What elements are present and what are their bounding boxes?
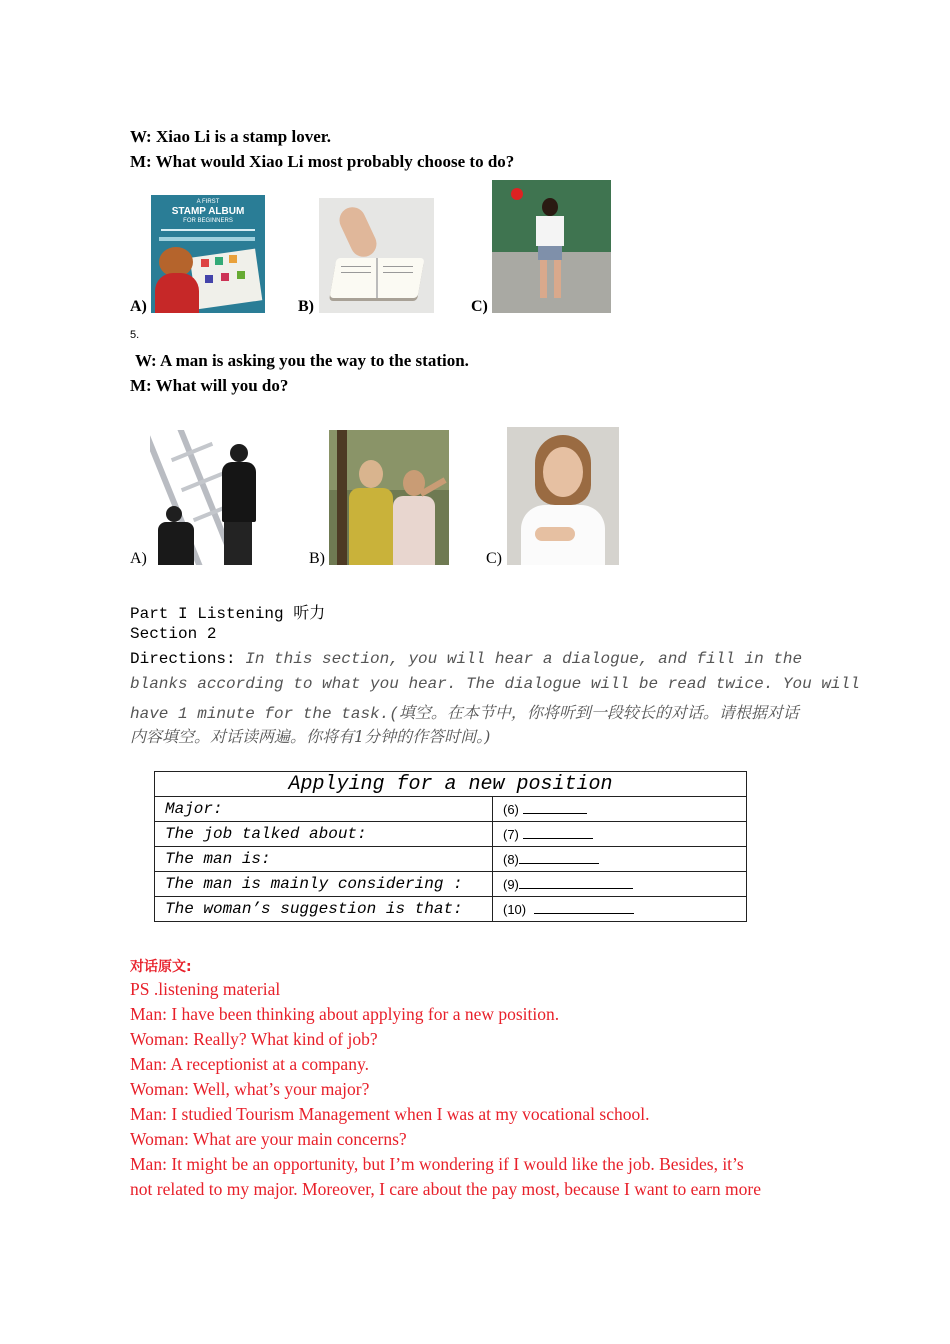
q5-woman-line: W: A man is asking you the way to the station. — [135, 351, 469, 370]
table-title-row — [155, 772, 747, 797]
q4-man-line: M: What would Xiao Li most probably choose to do? — [130, 152, 515, 171]
ladder-image — [150, 430, 271, 565]
transcript-heading: 对话原文: — [130, 959, 192, 975]
blank-number: (10) — [503, 902, 527, 917]
answer-cell[interactable] — [493, 897, 747, 922]
q4-option-b-label: B) — [298, 298, 314, 315]
row-label: The job talked about: — [155, 822, 493, 847]
table-row — [155, 872, 747, 897]
row-label: The man is: — [155, 847, 493, 872]
row-label: Major: — [155, 797, 493, 822]
woman-handshake-image — [507, 427, 619, 565]
answer-cell[interactable] — [493, 797, 747, 822]
answer-cell[interactable] — [493, 847, 747, 872]
album-cover-line3: FOR BEGINNERS — [183, 218, 233, 224]
girl-running-image — [492, 180, 611, 313]
transcript-line: Man: I studied Tourism Management when I was at my vocational school. — [130, 1104, 650, 1124]
blank-number: (6) — [503, 802, 519, 817]
fill-in-table — [154, 771, 747, 922]
table-row — [155, 897, 747, 922]
blank-number: (8) — [503, 852, 519, 867]
blank-number: (7) — [503, 827, 519, 842]
table-row — [155, 822, 747, 847]
table-row — [155, 847, 747, 872]
q5-option-c-label: C) — [486, 550, 502, 567]
transcript-line: Woman: Well, what’s your major? — [130, 1079, 370, 1099]
q5-man-line: M: What will you do? — [130, 376, 289, 395]
directions-label: Directions: — [130, 650, 236, 668]
answer-blank[interactable] — [523, 801, 587, 814]
transcript-line: Man: A receptionist at a company. — [130, 1054, 369, 1074]
directions-line-3: have 1 minute for the task.(填空。在本节中，你将听到一段较长的对话。请根据对话 — [130, 705, 799, 723]
transcript-line: Woman: Really? What kind of job? — [130, 1029, 378, 1049]
answer-blank[interactable] — [523, 826, 593, 839]
transcript-line: Woman: What are your main concerns? — [130, 1129, 407, 1149]
q4-option-c-label: C) — [471, 298, 488, 315]
answer-cell[interactable] — [493, 822, 747, 847]
album-cover-line1: A FIRST — [196, 199, 220, 205]
album-cover-line2: STAMP ALBUM — [171, 206, 245, 217]
part-title: Part I Listening 听力 — [130, 605, 326, 623]
q4-option-a-label: A) — [130, 298, 147, 315]
row-label: The woman’s suggestion is that: — [155, 897, 493, 922]
blank-number: (9) — [503, 877, 519, 892]
section-title: Section 2 — [130, 625, 217, 643]
q4-woman-line: W: Xiao Li is a stamp lover. — [130, 127, 332, 146]
q5-option-a-label: A) — [130, 550, 147, 567]
answer-cell[interactable] — [493, 872, 747, 897]
transcript-line: not related to my major. Moreover, I care about the pay most, because I want to earn more — [130, 1179, 762, 1199]
directions-line-4: 内容填空。对话读两遍。你将有1分钟的作答时间。) — [130, 727, 491, 746]
stamp-album-image — [151, 195, 265, 313]
directions-text-1: In this section, you will hear a dialogue, and fill in the — [235, 650, 803, 668]
transcript-line: PS .listening material — [130, 979, 281, 999]
directions-line-2: blanks according to what you hear. The dialogue will be read twice. You will — [130, 675, 860, 693]
answer-blank[interactable] — [534, 901, 634, 914]
table-row — [155, 797, 747, 822]
answer-blank[interactable] — [519, 876, 633, 889]
transcript-line: Man: It might be an opportunity, but I’m wondering if I would like the job. Besides, it’s — [130, 1154, 744, 1174]
table-title: Applying for a new position — [155, 772, 747, 797]
giving-directions-image — [329, 430, 449, 565]
q5-option-b-label: B) — [309, 550, 325, 567]
q5-number: 5. — [130, 329, 140, 341]
transcript-line: Man: I have been thinking about applying for a new position. — [130, 1004, 560, 1024]
open-book-image — [319, 198, 434, 313]
answer-blank[interactable] — [519, 851, 599, 864]
row-label: The man is mainly considering : — [155, 872, 493, 897]
directions-line-1 — [130, 650, 802, 668]
